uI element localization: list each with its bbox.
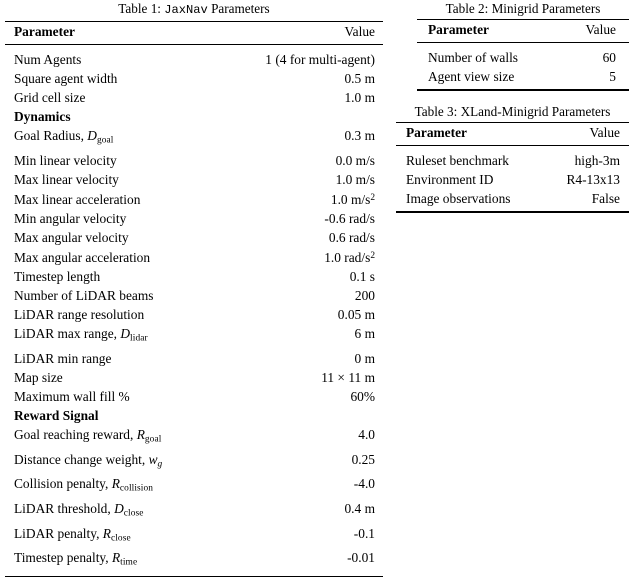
table-2-header-parameter: Parameter [428, 22, 489, 38]
table-1-value-16: 11 × 11 m [321, 370, 375, 386]
table-1-value-18 [237, 406, 383, 425]
table-row [5, 170, 383, 189]
table-row [5, 247, 383, 267]
table-2-caption-prefix: Table 2: [445, 1, 489, 16]
table-3-param-0: Ruleset benchmark [406, 153, 509, 169]
table-1-body [5, 50, 383, 572]
table-1-param-14: LiDAR max range, Dlidar [14, 326, 148, 345]
table-1-value-19: 4.0 [358, 427, 375, 443]
table-row [5, 524, 383, 549]
table-1-value-13: 0.05 m [337, 307, 375, 323]
table-row [5, 209, 383, 228]
table-1-caption [5, 1, 383, 21]
table-1-param-8: Min angular velocity [14, 211, 127, 227]
table-1-param-10: Max angular acceleration [14, 250, 151, 266]
table-1-param-12: Number of LiDAR beams [14, 288, 154, 304]
table-2-body [417, 48, 629, 86]
table-3-body [396, 151, 629, 208]
table-1-value-20: 0.25 [351, 451, 375, 467]
table-3-param-1: Environment ID [406, 172, 494, 188]
table-2-block [417, 1, 629, 91]
table-3-header-row [396, 123, 629, 142]
table-1-param-23: LiDAR penalty, Rclose [14, 525, 131, 544]
table-1-header-parameter: Parameter [14, 24, 75, 40]
table-1-param-22: LiDAR threshold, Dclose [14, 500, 144, 519]
table-1-param-15: LiDAR min range [14, 351, 112, 367]
table-1-param-5: Min linear velocity [14, 153, 117, 169]
table-row [5, 499, 383, 524]
table-1-caption-prefix: Table 1: [118, 1, 161, 16]
table-1-param-16: Map size [14, 370, 63, 386]
table-1-value-23: -0.1 [353, 525, 375, 541]
table-row [396, 151, 629, 170]
table-1-caption-suffix: Parameters [211, 1, 270, 16]
table-1 [5, 22, 383, 41]
table-1-value-9: 0.6 rad/s [328, 230, 375, 246]
table-2-header-row [417, 20, 629, 39]
table-1-value-15: 0 m [354, 351, 375, 367]
table-1-param-0: Num Agents [14, 52, 82, 68]
table-row [5, 450, 383, 475]
table-3-value-0: high-3m [574, 153, 620, 169]
table-3-bottomrule [396, 211, 629, 212]
table-1-header-row [5, 22, 383, 41]
table-1-value-8: -0.6 rad/s [324, 211, 375, 227]
table-1-param-19: Goal reaching reward, Rgoal [14, 427, 162, 445]
table-row [5, 126, 383, 151]
table-row [5, 305, 383, 324]
table-3-value-1: R4-13x13 [566, 172, 620, 188]
table-1-param-17: Maximum wall fill % [14, 389, 130, 405]
table-1-value-14: 6 m [354, 326, 375, 342]
table-row [5, 387, 383, 406]
table-row [396, 170, 629, 189]
table-2 [417, 20, 629, 39]
table-1-param-2: Grid cell size [14, 90, 86, 106]
table-row [417, 48, 629, 67]
table-3-value-2: False [591, 191, 620, 207]
table-1-param-4: Goal Radius, Dgoal [14, 128, 114, 147]
table-2-value-0: 60 [602, 50, 616, 66]
table-2-bottomrule [417, 89, 629, 90]
table-1-value-12: 200 [354, 288, 375, 304]
table-row [5, 368, 383, 387]
table-1-param-20: Distance change weight, wg [14, 451, 163, 470]
table-1-param-21: Collision penalty, Rcollision [14, 476, 154, 494]
table-row [5, 324, 383, 349]
table-2-value-1: 5 [609, 69, 616, 85]
table-1-value-4: 0.3 m [344, 128, 375, 144]
table-3-caption [396, 104, 629, 122]
table-1-value-21: -4.0 [353, 476, 375, 492]
table-row [5, 267, 383, 286]
table-1-section-dynamics [5, 107, 383, 126]
table-row [5, 286, 383, 305]
table-3-header-value: Value [589, 125, 620, 141]
table-1-param-18: Reward Signal [14, 408, 99, 424]
table-row [396, 189, 629, 208]
table-2-param-0: Number of walls [428, 50, 518, 66]
table-1-header-value: Value [344, 24, 375, 40]
table-1-param-13: LiDAR range resolution [14, 307, 145, 323]
table-2-header-value: Value [585, 22, 616, 38]
table-1-param-24: Timestep penalty, Rtime [14, 550, 138, 568]
table-1-param-11: Timestep length [14, 269, 101, 285]
table-1-param-3: Dynamics [14, 109, 71, 125]
table-row [5, 349, 383, 368]
table-2-caption-suffix: Minigrid Parameters [491, 1, 601, 16]
table-3-block [396, 104, 629, 213]
table-1-value-17: 60% [350, 389, 375, 405]
table-1-header-group [5, 22, 383, 41]
table-1-param-9: Max angular velocity [14, 230, 129, 246]
table-1-value-2: 1.0 m [344, 90, 375, 106]
table-1-value-3 [237, 107, 383, 126]
table-1-param-1: Square agent width [14, 71, 118, 87]
table-row [5, 88, 383, 107]
table-1-value-1: 0.5 m [344, 71, 375, 87]
table-3-caption-prefix: Table 3: [414, 104, 458, 119]
table-row [5, 151, 383, 170]
table-3-caption-suffix: XLand-Minigrid Parameters [460, 104, 611, 119]
table-1-caption-mono: JaxNav [164, 3, 208, 17]
table-1-param-6: Max linear velocity [14, 172, 119, 188]
table-row [5, 50, 383, 69]
table-row [5, 425, 383, 450]
table-1-param-7: Max linear acceleration [14, 192, 141, 208]
table-1-value-6: 1.0 m/s [335, 172, 375, 188]
table-1-value-7: 1.0 $m/s^2$ [330, 192, 375, 208]
table-row [5, 228, 383, 247]
table-1-section-reward [5, 406, 383, 425]
table-3 [396, 123, 629, 142]
table-2-caption [417, 1, 629, 19]
table-row [5, 69, 383, 88]
table-2-param-1: Agent view size [428, 69, 515, 85]
table-row [5, 548, 383, 573]
table-row [417, 67, 629, 86]
table-row [5, 189, 383, 209]
table-1-value-10: 1.0 rad/$s^2$ [324, 250, 375, 266]
table-3-param-2: Image observations [406, 191, 511, 207]
table-1-block [5, 1, 383, 577]
table-1-value-11: 0.1 s [349, 269, 375, 285]
table-1-value-5: 0.0 m/s [335, 153, 375, 169]
table-row [5, 474, 383, 499]
table-1-value-24: -0.01 [347, 550, 375, 566]
table-3-header-parameter: Parameter [406, 125, 467, 141]
table-1-value-0: 1 (4 for multi-agent) [265, 52, 375, 68]
table-1-value-22: 0.4 m [344, 500, 375, 516]
